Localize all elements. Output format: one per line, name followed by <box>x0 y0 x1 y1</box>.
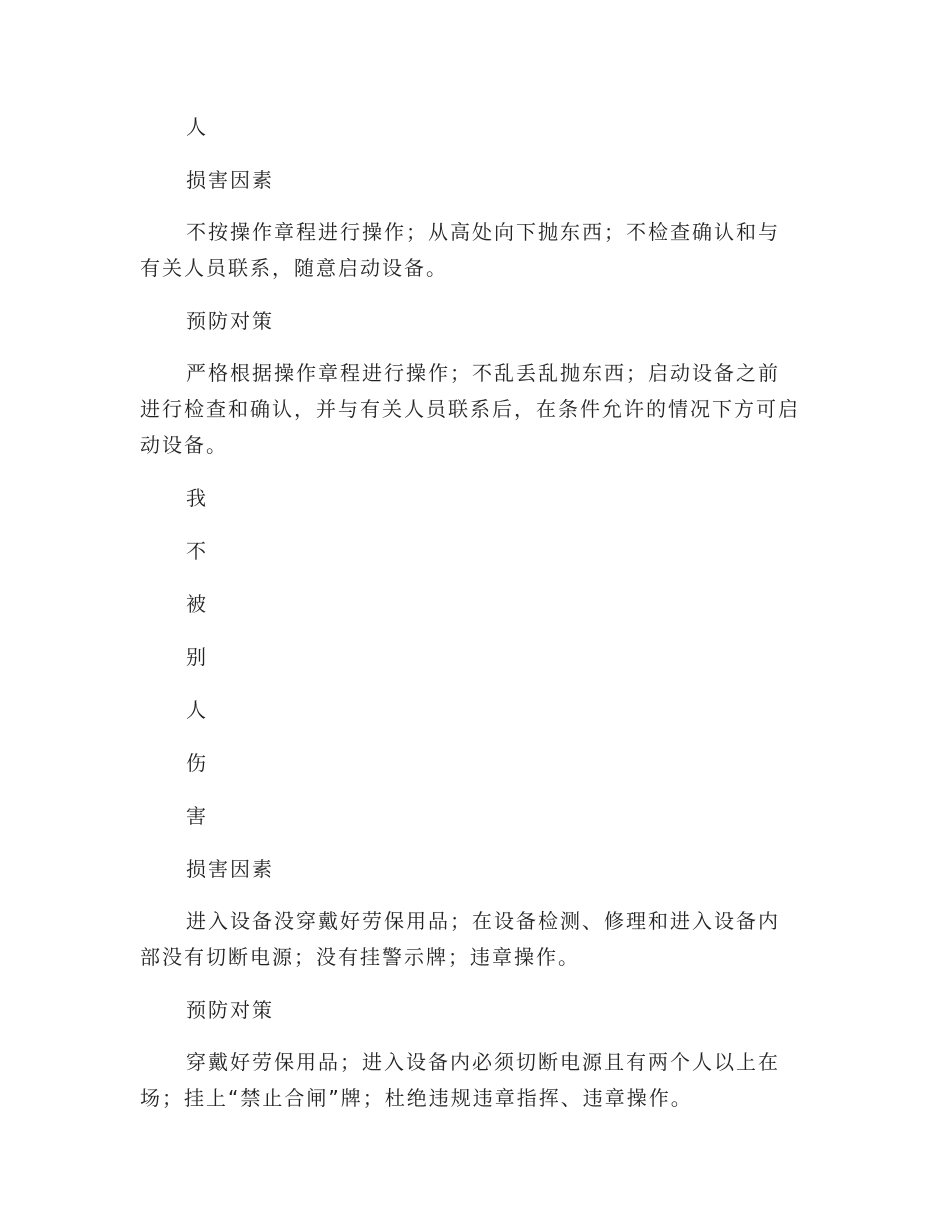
risk-factors-text: 不按操作章程进行操作；从高处向下抛东西；不检查确认和与有关人员联系，随意启动设备。 <box>140 220 780 280</box>
risk-factors-heading: 损害因素 <box>186 857 274 881</box>
section-title-char: 伤 <box>186 751 208 775</box>
section-title-char: 不 <box>186 539 208 563</box>
prevention-heading: 预防对策 <box>186 309 274 333</box>
prevention-heading: 预防对策 <box>186 998 274 1022</box>
risk-factors-heading: 损害因素 <box>186 168 274 192</box>
section-title-char: 害 <box>186 804 208 828</box>
document-body <box>140 108 800 1116</box>
section-title-char: 被 <box>186 592 208 616</box>
section-title-char: 人 <box>186 115 208 139</box>
section-title-char: 我 <box>186 486 208 510</box>
section-title-char: 人 <box>186 698 208 722</box>
prevention-text: 穿戴好劳保用品；进入设备内必须切断电源且有两个人以上在场；挂上“禁止合闸”牌；杜绝违规违章指挥、违章操作。 <box>140 1050 780 1110</box>
section-title-char: 别 <box>186 645 208 669</box>
risk-factors-text: 进入设备没穿戴好劳保用品；在设备检测、修理和进入设备内部没有切断电源；没有挂警示牌；违章操作。 <box>140 909 780 969</box>
prevention-text: 严格根据操作章程进行操作；不乱丢乱抛东西；启动设备之前进行检查和确认，并与有关人员联系后，在条件允许的情况下方可启动设备。 <box>140 361 800 457</box>
